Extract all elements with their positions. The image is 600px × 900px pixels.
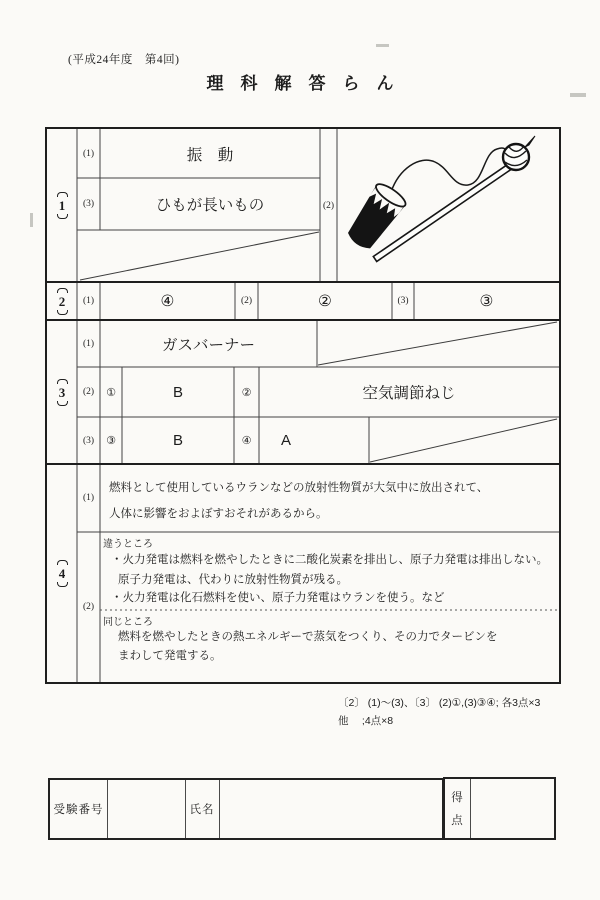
score-box: [443, 777, 556, 840]
answer-2-2: ②: [318, 292, 332, 310]
answer-2-3: ③: [479, 292, 494, 310]
answer-4-2-diff1: ・火力発電は燃料を燃やしたときに二酸化炭素を排出し、原子力発電は排出しない。: [111, 554, 548, 566]
answer-4-2-same2: まわして発電する。: [118, 650, 222, 662]
scan-artifact: [570, 93, 586, 97]
answer-3-3-3: B: [172, 432, 183, 449]
q-label-2-3: (3): [397, 296, 409, 306]
vertical-bracket-bottom: [57, 401, 68, 406]
answer-3-2-1: B: [172, 383, 183, 401]
answer-4-1-line2: 人体に影響をおよぼすおそれがあるから。: [109, 508, 328, 520]
q-label-4-2: (2): [82, 602, 95, 612]
section-2-label: 2: [47, 282, 77, 320]
q-label-1-3: (3): [82, 199, 95, 209]
q-label-1-1: (1): [82, 148, 95, 159]
vertical-bracket-bottom: [57, 214, 68, 219]
page-title: 理 科 解 答 ら ん: [206, 74, 394, 93]
name-label: 氏名: [189, 804, 215, 816]
answer-table: [45, 127, 561, 684]
cup-and-string-drawing: [337, 129, 559, 282]
answer-4-2-diff3: ・火力発電は化石燃料を使い、原子力発電はウランを使う。など: [111, 592, 445, 604]
exam-number-field: [107, 780, 185, 838]
scan-artifact: [30, 213, 33, 227]
answer-4-2-diff2: 原子力発電は、代わりに放射性物質が残る。: [118, 574, 348, 586]
section-1-label: 1: [47, 129, 77, 282]
score-label: 得 点: [451, 792, 464, 827]
q-label-1-2: (2): [322, 200, 335, 211]
string: [391, 148, 507, 192]
same-header: 同じところ: [103, 617, 153, 628]
sub-label-3-2-1: ①: [106, 386, 116, 399]
exam-number-label: 受験番号: [53, 804, 104, 816]
q-label-2-2: (2): [240, 296, 253, 306]
vertical-bracket-top: [57, 288, 68, 293]
examinee-info-box: [48, 778, 444, 840]
section-4-label: 4: [47, 464, 77, 682]
answer-3-1: ガスバーナー: [161, 336, 255, 354]
answer-1-3: ひもが長いもの: [155, 197, 265, 214]
answer-4-1-line1: 燃料として使用しているウランなどの放射性物質が大気中に放出されて、: [109, 482, 489, 494]
q-label-4-1: (1): [82, 493, 95, 503]
sub-label-3-2-2: ②: [241, 386, 252, 399]
vertical-bracket-bottom: [57, 582, 68, 587]
scoring-note-line1: 〔2〕 (1)～(3)、〔3〕 (2)①,(3)③④; 各3点×3: [338, 697, 541, 709]
vertical-bracket-top: [57, 560, 68, 565]
q-label-3-1: (1): [82, 338, 95, 349]
answer-4-2-same1: 燃料を燃やしたときの熱エネルギーで蒸気をつくり、その力でタービンを: [118, 631, 498, 643]
answer-2-1: ④: [160, 292, 175, 310]
q-label-3-2: (2): [82, 387, 95, 397]
answer-3-2-2: 空気調節ねじ: [362, 385, 456, 402]
string-coil: [503, 136, 535, 170]
section-3-label: 3: [47, 320, 77, 464]
name-field: [219, 780, 442, 838]
answer-3-3-4: A: [281, 432, 292, 449]
vertical-bracket-bottom: [57, 310, 68, 315]
vertical-bracket-top: [57, 379, 68, 384]
sub-label-3-3-3: ③: [106, 435, 116, 447]
q-label-3-3: (3): [82, 435, 95, 446]
diff-header: 違うところ: [103, 539, 153, 550]
scan-artifact: [376, 44, 389, 47]
year-session-note: (平成24年度 第4回): [68, 54, 180, 66]
sub-label-3-3-4: ④: [241, 435, 252, 447]
answer-1-1: 振 動: [186, 146, 234, 164]
q-label-2-1: (1): [82, 296, 95, 306]
scoring-note-line2: 他 ;4点×8: [338, 715, 394, 727]
score-field: [470, 779, 554, 838]
vertical-bracket-top: [57, 192, 68, 197]
